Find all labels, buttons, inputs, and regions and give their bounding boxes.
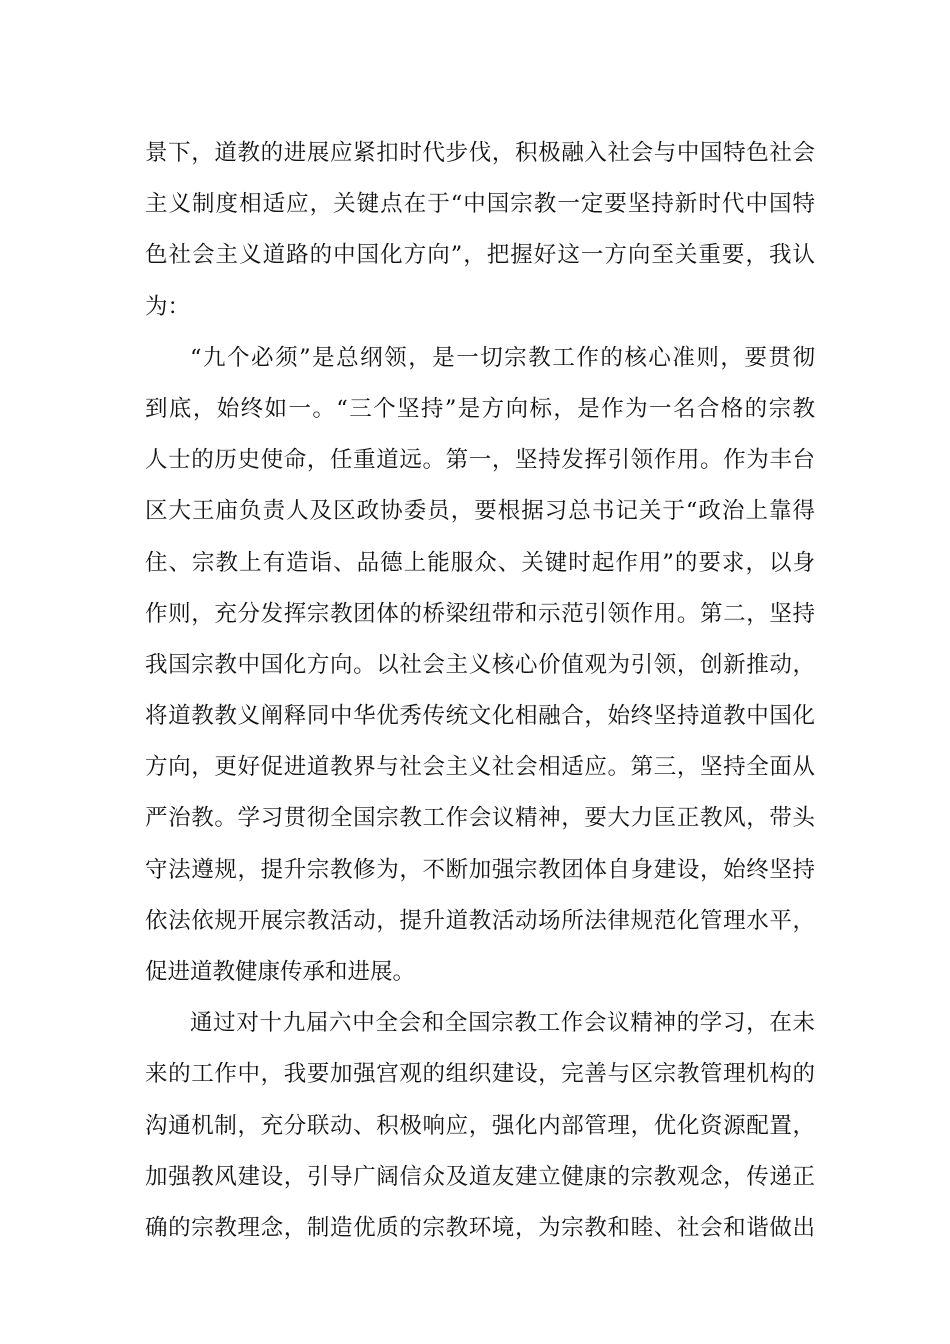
paragraph-line: 加强教风建设，引导广阔信众及道友建立健康的宗教观念，传递正 bbox=[145, 1163, 815, 1190]
paragraph-line: 将道教教义阐释同中华优秀传统文化相融合，始终坚持道教中国化 bbox=[145, 703, 815, 730]
paragraph-line: 通过对十九届六中全会和全国宗教工作会议精神的学习，在未 bbox=[190, 1010, 815, 1037]
paragraph-line: 确的宗教理念，制造优质的宗教环境，为宗教和睦、社会和谐做出 bbox=[145, 1214, 815, 1241]
paragraph-line: 到底，始终如一。“三个坚持”是方向标，是作为一名合格的宗教 bbox=[145, 395, 815, 422]
paragraph-line: “九个必须”是总纲领，是一切宗教工作的核心准则，要贯彻 bbox=[190, 344, 815, 371]
paragraph-1 bbox=[145, 128, 815, 333]
paragraph-line: 作则，充分发挥宗教团体的桥梁纽带和示范引领作用。第二，坚持 bbox=[145, 600, 815, 627]
paragraph-line: 景下，道教的进展应紧扣时代步伐，积极融入社会与中国特色社会 bbox=[145, 140, 815, 166]
paragraph-line: 促进道教健康传承和进展。 bbox=[145, 959, 416, 985]
paragraph-line: 守法遵规，提升宗教修为，不断加强宗教团体自身建设，始终坚持 bbox=[145, 856, 815, 883]
paragraph-line: 为： bbox=[145, 293, 191, 320]
paragraph-line: 人士的历史使命，任重道远。第一，坚持发挥引领作用。作为丰台 bbox=[145, 447, 815, 474]
paragraph-3 bbox=[145, 998, 815, 1254]
document-body bbox=[145, 128, 815, 1254]
paragraph-line: 严治教。学习贯彻全国宗教工作会议精神，要大力匡正教风，带头 bbox=[145, 805, 815, 832]
paragraph-line: 色社会主义道路的中国化方向”，把握好这一方向至关重要，我认 bbox=[145, 242, 815, 269]
paragraph-line: 沟通机制，充分联动、积极响应，强化内部管理，优化资源配置， bbox=[145, 1112, 815, 1139]
paragraph-line: 区大王庙负责人及区政协委员，要根据习总书记关于“政治上靠得 bbox=[145, 498, 815, 525]
paragraph-line: 方向，更好促进道教界与社会主义社会相适应。第三，坚持全面从 bbox=[145, 754, 815, 781]
paragraph-line: 我国宗教中国化方向。以社会主义核心价值观为引领，创新推动， bbox=[145, 651, 815, 678]
paragraph-line: 依法依规开展宗教活动，提升道教活动场所法律规范化管理水平， bbox=[145, 907, 815, 934]
paragraph-line: 主义制度相适应，关键点在于“中国宗教一定要坚持新时代中国特 bbox=[145, 191, 815, 218]
paragraph-line: 住、宗教上有造诣、品德上能服众、关键时起作用”的要求，以身 bbox=[145, 549, 815, 576]
paragraph-line: 来的工作中，我要加强宫观的组织建设，完善与区宗教管理机构的 bbox=[145, 1061, 815, 1088]
paragraph-2 bbox=[145, 333, 815, 998]
